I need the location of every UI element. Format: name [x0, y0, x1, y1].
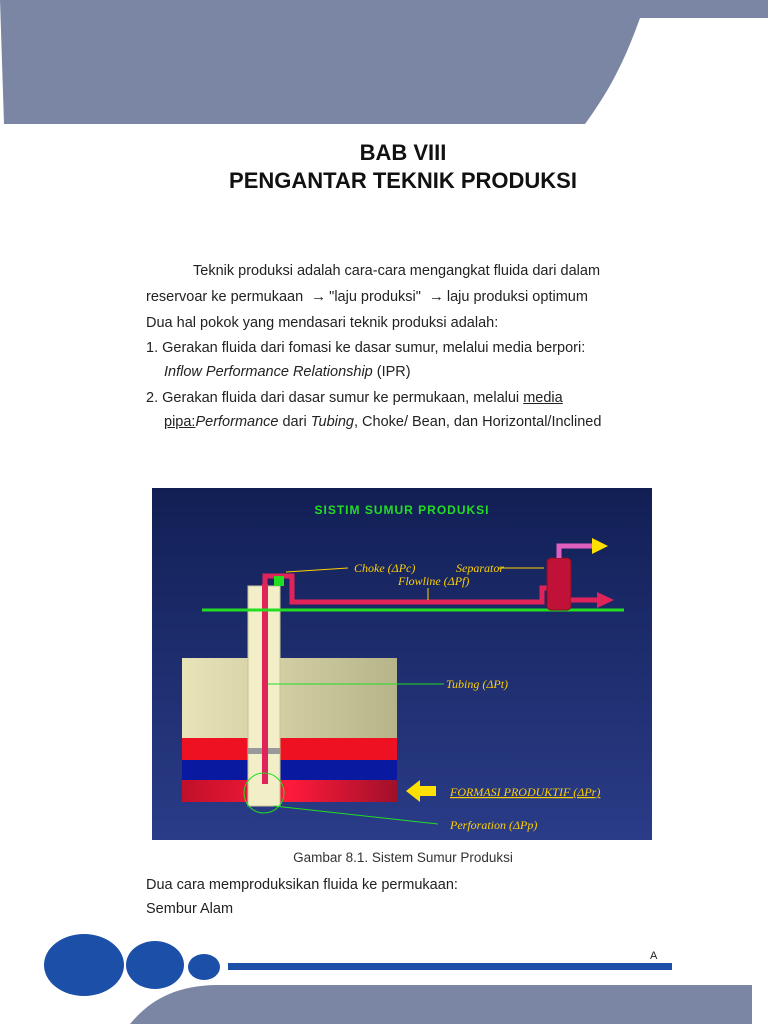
paragraph-intro-line2	[146, 288, 588, 306]
paragraph-sembur-alam: Sembur Alam	[146, 901, 234, 917]
item2-dari: dari	[278, 414, 311, 430]
item2-underlined-media: media	[523, 390, 563, 406]
chapter-number: BAB VIII	[359, 140, 447, 165]
list-item-2-line2	[164, 413, 601, 431]
choke-valve	[274, 576, 284, 586]
footer-circle-small	[188, 954, 220, 980]
footer-band	[130, 985, 752, 1024]
chapter-title: PENGANTAR TEKNIK PRODUKSI	[229, 168, 577, 193]
footer-circle-large	[44, 934, 124, 996]
item2-rest: , Choke/ Bean, dan Horizontal/Inclined	[353, 414, 602, 430]
red-layer	[182, 738, 397, 760]
tubing-pipe	[262, 584, 268, 784]
figure-caption: Gambar 8.1. Sistem Sumur Produksi	[293, 850, 513, 865]
formasi-label: FORMASI PRODUKTIF (ΔPr)	[450, 785, 601, 799]
list-item-2-line1	[146, 389, 563, 407]
tubing-label: Tubing (ΔPt)	[446, 677, 509, 691]
choke-label: Choke (ΔPc)	[354, 561, 416, 575]
separator-label: Separator	[456, 561, 504, 575]
list-item-1-line1: 1. Gerakan fluida dari fomasi ke dasar sumur, melalui media berpori:	[146, 340, 586, 356]
item2-performance: Performance	[195, 414, 279, 430]
item2-tubing: Tubing	[310, 414, 354, 430]
ipr-term: Inflow Performance Relationship	[164, 364, 373, 380]
right-arrow-icon: →	[428, 288, 444, 305]
paragraph-two-points: Dua hal pokok yang mendasari teknik produksi adalah:	[146, 315, 499, 331]
production-well-diagram	[152, 488, 652, 840]
footer-rule	[228, 963, 672, 970]
item2-underlined-pipa: pipa:	[164, 414, 196, 430]
header-band	[0, 0, 768, 130]
ipr-abbrev: (IPR)	[372, 364, 411, 380]
page-marker: A	[650, 950, 658, 962]
footer-circle-medium	[126, 941, 184, 989]
intro-text-a: reservoar ke permukaan	[146, 289, 304, 305]
intro-text-c: laju produksi optimum	[446, 289, 588, 305]
perforation-label: Perforation (ΔPp)	[450, 818, 538, 832]
paragraph-intro-line1: Teknik produksi adalah cara-cara mengangkat fluida dari dalam	[193, 263, 601, 279]
blue-layer	[182, 760, 397, 780]
separator-vessel	[547, 558, 571, 610]
footer-decoration	[0, 930, 768, 1024]
paragraph-two-ways: Dua cara memproduksikan fluida ke permukaan:	[146, 877, 458, 893]
figure-heading: SISTIM SUMUR PRODUKSI	[314, 503, 490, 517]
intro-text-b: "laju produksi"	[329, 289, 421, 305]
productive-formation-layer	[182, 780, 397, 802]
right-arrow-icon: →	[311, 288, 327, 305]
item2-text: 2. Gerakan fluida dari dasar sumur ke permukaan, melalui	[146, 390, 524, 406]
flowline-label: Flowline (ΔPf)	[398, 574, 470, 588]
overburden-layer	[182, 658, 397, 738]
list-item-1-line2	[164, 363, 411, 381]
